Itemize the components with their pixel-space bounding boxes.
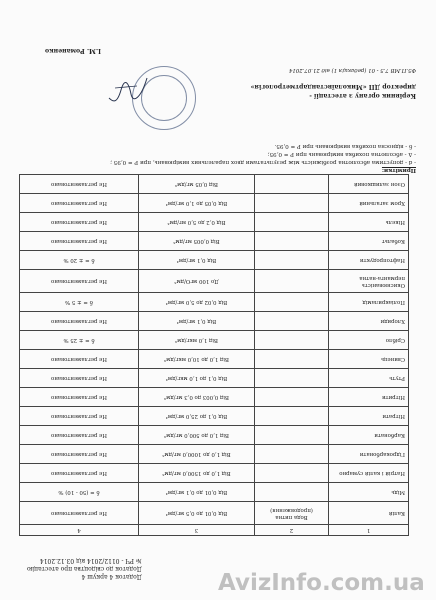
component-cell: Ртуть	[329, 369, 409, 388]
range-cell: Від 0,003 до 0,3 мг/дм³	[139, 388, 255, 407]
range-cell: Від 0,02 до 5,0 мг/дм³	[139, 293, 255, 312]
column-header-3: 3	[139, 525, 255, 536]
range-cell: Від 0,1 до 25,0 мг/дм³	[139, 407, 255, 426]
component-cell: Калій	[329, 502, 409, 525]
range-cell: Від 0,2 до 5,0 мг/дм³	[139, 213, 255, 232]
accuracy-cell: Не регламентовано	[20, 407, 139, 426]
object-cell	[255, 388, 329, 407]
table-row	[20, 445, 409, 464]
accuracy-cell: δ = ± 20 %	[20, 251, 139, 270]
table-header-row	[20, 525, 409, 536]
object-cell	[255, 270, 329, 293]
object-cell	[255, 445, 329, 464]
object-cell	[255, 251, 329, 270]
table-row	[20, 483, 409, 502]
accuracy-cell: Не регламентовано	[20, 445, 139, 464]
table-row	[20, 312, 409, 331]
table-row	[20, 251, 409, 270]
component-cell: Нітрити	[329, 388, 409, 407]
column-header-2: 2	[255, 525, 329, 536]
table-row	[20, 213, 409, 232]
range-cell: Від 1,0 до 1500,0 мг/дм³	[139, 464, 255, 483]
component-cell: Поліакриламід	[329, 293, 409, 312]
object-cell	[255, 464, 329, 483]
range-cell: Від 0,1 мг/дм³	[139, 312, 255, 331]
component-cell: Нікель	[329, 213, 409, 232]
accuracy-cell: Не регламентовано	[20, 464, 139, 483]
object-cell	[255, 293, 329, 312]
range-cell: Від 0,01 до 0,1 мг/дм³	[139, 483, 255, 502]
component-cell: Мідь	[329, 483, 409, 502]
object-cell	[255, 369, 329, 388]
accuracy-cell: Не регламентовано	[20, 270, 139, 293]
accuracy-cell: δ = ± 5 %	[20, 293, 139, 312]
object-cell	[255, 213, 329, 232]
object-cell	[255, 331, 329, 350]
object-cell	[255, 350, 329, 369]
signatory-name: І.М. Романенко	[45, 47, 101, 54]
range-cell: Від 0,05 мг/дм³	[139, 175, 255, 194]
object-cell: Вода питна (продовження)	[255, 502, 329, 525]
range-cell: До 100 мгО/дм³	[139, 270, 255, 293]
table-row	[20, 270, 409, 293]
accuracy-cell: Не регламентовано	[20, 232, 139, 251]
object-cell	[255, 483, 329, 502]
table-row	[20, 388, 409, 407]
table-row	[20, 194, 409, 213]
table-row	[20, 350, 409, 369]
measurement-table	[19, 174, 409, 536]
table-row	[20, 407, 409, 426]
accuracy-cell: Не регламентовано	[20, 312, 139, 331]
range-cell: Від 0,005 мг/дм³	[139, 232, 255, 251]
watermark-separator: .	[321, 570, 331, 596]
object-cell	[255, 312, 329, 331]
component-cell: Нітрати	[329, 407, 409, 426]
range-cell: Від 0,05 до 1,0 мг/дм³	[139, 194, 255, 213]
signoff-block	[21, 47, 416, 100]
component-cell: Карбонати	[329, 426, 409, 445]
note-item: - δ - відносна похибка вимірювань при P = 0,95.	[274, 143, 416, 149]
accuracy-cell: Не регламентовано	[20, 213, 139, 232]
accuracy-cell: Не регламентовано	[20, 388, 139, 407]
table-row	[20, 426, 409, 445]
object-cell	[255, 194, 329, 213]
notes-block	[21, 142, 416, 174]
watermark-brand: AvizInfo	[218, 570, 322, 596]
accuracy-cell: Не регламентовано	[20, 175, 139, 194]
range-cell: Від 0,1 мг/дм³	[139, 251, 255, 270]
supplement-line-2: № РЧ - 0112/2014 від 03.12.2014	[39, 557, 142, 564]
note-item: - d - допустима абсолютна розбіжність між результатами двох паралельних вимірювань, при P = 0,95 ;	[110, 159, 416, 165]
range-cell: Від 1,0 мкг/дм³	[139, 331, 255, 350]
range-cell: Від 0,1 до 1,0 мкг/дм³	[139, 369, 255, 388]
component-cell: Нафтопродукти	[329, 251, 409, 270]
handwritten-signature	[105, 72, 151, 108]
component-cell: Гідрокарбонати	[329, 445, 409, 464]
accuracy-cell: δ = (50 - 10) %	[20, 483, 139, 502]
component-cell: Озон залишковий	[329, 175, 409, 194]
column-header-4: 4	[20, 525, 139, 536]
component-cell: Свинець	[329, 350, 409, 369]
component-cell: Окиснюваність перманга-натна	[329, 270, 409, 293]
object-cell	[255, 232, 329, 251]
component-cell: Натрій і калій сумарно	[329, 464, 409, 483]
range-cell: Від 1,0 до 10,0 мкг/дм³	[139, 350, 255, 369]
accuracy-cell: δ = ± 25 %	[20, 331, 139, 350]
component-cell: Хлориди	[329, 312, 409, 331]
signoff-position-line-2: директор ДП «Миколаївстандартметрологія»	[250, 83, 416, 90]
notes-title: Примітки:	[381, 167, 416, 173]
object-cell	[255, 426, 329, 445]
watermark-tld: com.ua	[330, 570, 425, 596]
table-row	[20, 293, 409, 312]
accuracy-cell: Не регламентовано	[20, 502, 139, 525]
accuracy-cell: Не регламентовано	[20, 194, 139, 213]
component-cell: Хром загальний	[329, 194, 409, 213]
document-header	[27, 556, 142, 580]
attachment-label: Додаток 4 аркуш 4	[81, 573, 142, 580]
site-watermark	[218, 570, 425, 596]
note-item: - Δ - абсолютна похибка вимірювань при P = 0,95;	[267, 151, 416, 157]
table-row	[20, 331, 409, 350]
accuracy-cell: Не регламентовано	[20, 426, 139, 445]
component-cell: Кобальт	[329, 232, 409, 251]
range-cell: Від 1,0 до 500,0 мг/дм³	[139, 426, 255, 445]
object-cell	[255, 407, 329, 426]
table-row	[20, 232, 409, 251]
table-body	[20, 175, 409, 525]
table-row	[20, 369, 409, 388]
component-cell: Срібло	[329, 331, 409, 350]
table-row	[20, 175, 409, 194]
supplement-line-1: Додаток до свідоцтва про атестацію	[27, 565, 142, 572]
table-row	[20, 464, 409, 483]
table-row	[20, 502, 409, 525]
column-header-1: 1	[329, 525, 409, 536]
form-version: Ф5.П.МВ 7.5 - 01 (редакція 1) від 21.07.2014	[288, 67, 416, 73]
object-cell	[255, 175, 329, 194]
signoff-position-line-1: Керівник органу з атестації -	[309, 92, 416, 99]
range-cell: Від 0,01 до 0,5 мг/дм³	[139, 502, 255, 525]
accuracy-cell: Не регламентовано	[20, 350, 139, 369]
range-cell: Від 1,0 до 1000,0 мг/дм³	[139, 445, 255, 464]
accuracy-cell: Не регламентовано	[20, 369, 139, 388]
